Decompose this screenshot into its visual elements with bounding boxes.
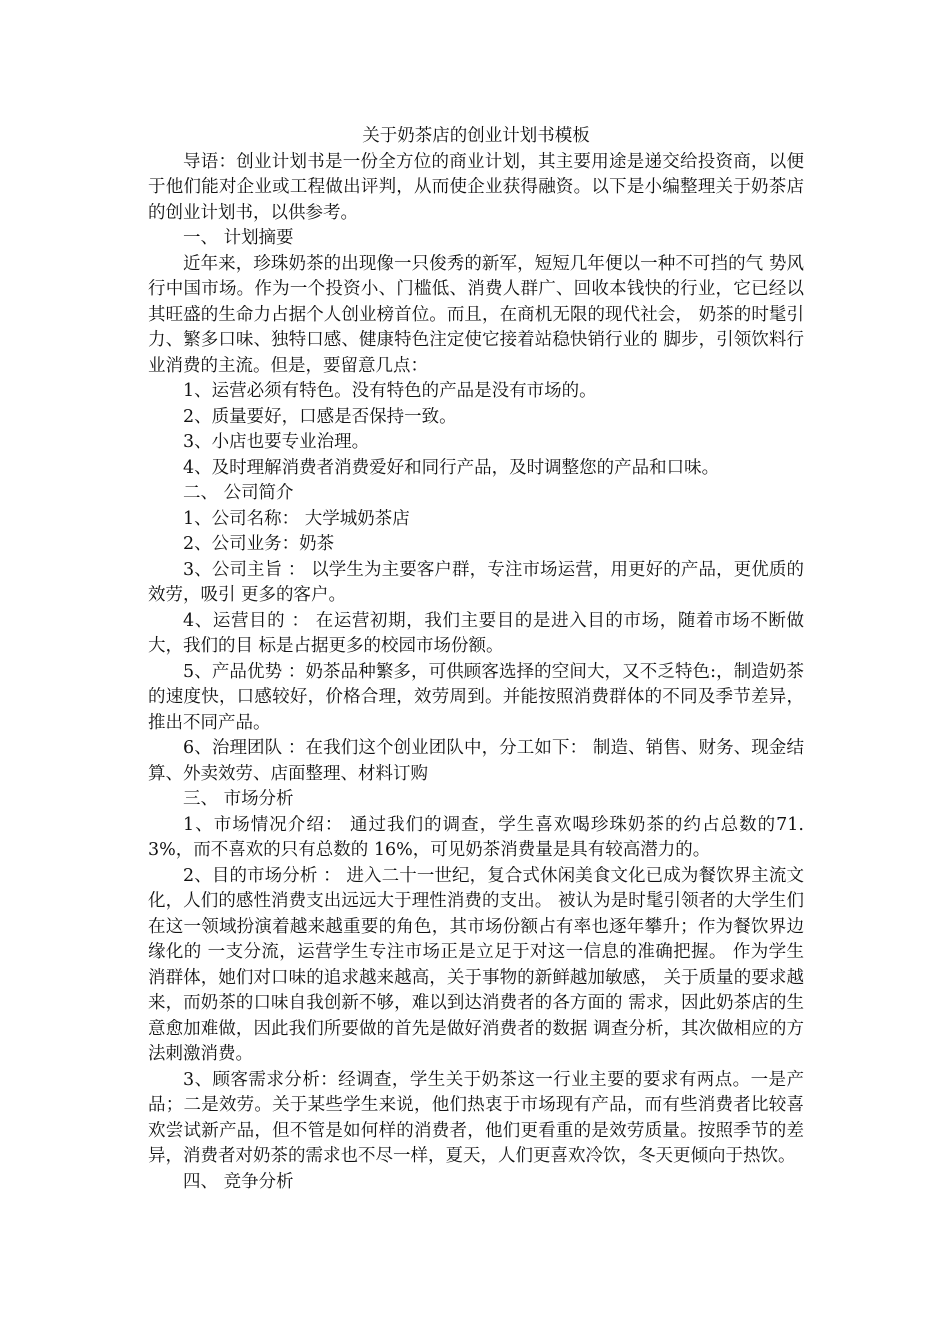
list-item: 5、产品优势 ：奶茶品种繁多，可供顾客选择的空间大，又不乏特色:，制造奶茶的速度快，口感较好，价格合理，效劳周到。并能按照消费群体的不同及季节差异，推出不同产品。 [148, 661, 804, 733]
section-heading-company-profile: 二、 公司简介 [183, 483, 294, 503]
list-item: 6、治理团队 ：在我们这个创业团队中，分工如下： 制造、销售、财务、现金结算、外卖效劳、店面整理、材料订购 [148, 738, 804, 784]
list-item: 1、市场情况介绍： 通过我们的调查，学生喜欢喝珍珠奶茶的约占总数的71.3%，而不喜欢的只有总数的 16%，可见奶茶消费量是具有较高潜力的。 [148, 814, 804, 860]
intro-paragraph: 导语：创业计划书是一份全方位的商业计划，其主要用途是递交给投资商，以便于他们能对企业或工程做出评判，从而使企业获得融资。以下是小编整理关于奶茶店的创业计划书，以供参考。 [148, 151, 804, 223]
list-item: 2、目的市场分析 ： 进入二十一世纪，复合式休闲美食文化已成为餐饮界主流文化，人们的感性消费支出远远大于理性消费的支出。 被认为是时髦引领者的大学生们在这一领域扮演着越来越重要的角色，其市场份额占有率也逐年攀升；作为餐饮界边缘化的 一支分流，运营学生专注市场正是立足于对这一信息的准确把握。 作为学生消群体，她们对口味的追求越来越高，关于事物的新鲜越加敏感， 关于质量的要求越来，而奶茶的口味自我创新不够，难以到达消费者的各方面的 需求，因此奶茶店的生意愈加难做，因此我们所要做的首先是做好消费者的数据 调查分析，其次做相应的方法刺激消费。 [148, 865, 804, 1064]
list-item: 4、及时理解消费者消费爱好和同行产品，及时调整您的产品和口味。 [183, 457, 720, 478]
plan-summary-paragraph: 近年来，珍珠奶茶的出现像一只俊秀的新军，短短几年便以一种不可挡的气 势风行中国市场。作为一个投资小、门槛低、消费人群广、回收本钱快的行业，它已经以其旺盛的生命力占据个人创业榜首位。而且，在商机无限的现代社会， 奶茶的时髦引力、繁多口味、独特口感、健康特色注定使它接着站稳快销行业的 脚步，引领饮料行业消费的主流。但是，要留意几点： [148, 253, 804, 376]
list-item: 1、运营必须有特色。没有特色的产品是没有市场的。 [183, 381, 597, 401]
list-item: 2、质量要好，口感是否保持一致。 [183, 406, 457, 427]
document-title: 关于奶茶店的创业计划书模板 [362, 126, 590, 146]
section-heading-market-analysis: 三、 市场分析 [183, 789, 294, 809]
list-item: 3、公司主旨 ： 以学生为主要客户群，专注市场运营，用更好的产品，更优质的效劳，吸引 更多的客户。 [148, 559, 804, 605]
list-item: 3、小店也要专业治理。 [183, 432, 370, 452]
list-item: 4、运营目的 ： 在运营初期，我们主要目的是进入目的市场，随着市场不断做大，我们的目 标是占据更多的校园市场份额。 [148, 610, 804, 656]
document-body [148, 124, 804, 1195]
list-item: 3、顾客需求分析：经调查，学生关于奶茶这一行业主要的要求有两点。一是产品；二是效劳。关于某些学生来说，他们热衷于市场现有产品，而有些消费者比较喜欢尝试新产品，但不管是如何样的消费者，他们更看重的是效劳质量。按照季节的差异，消费者对奶茶的需求也不尽一样，夏天，人们更喜欢冷饮，冬天更倾向于热饮。 [148, 1069, 804, 1166]
list-item: 1、公司名称： 大学城奶茶店 [183, 508, 410, 529]
section-heading-competition-analysis: 四、 竞争分析 [183, 1171, 294, 1192]
list-item: 2、公司业务：奶茶 [183, 534, 335, 554]
section-heading-plan-summary: 一、 计划摘要 [183, 228, 294, 248]
